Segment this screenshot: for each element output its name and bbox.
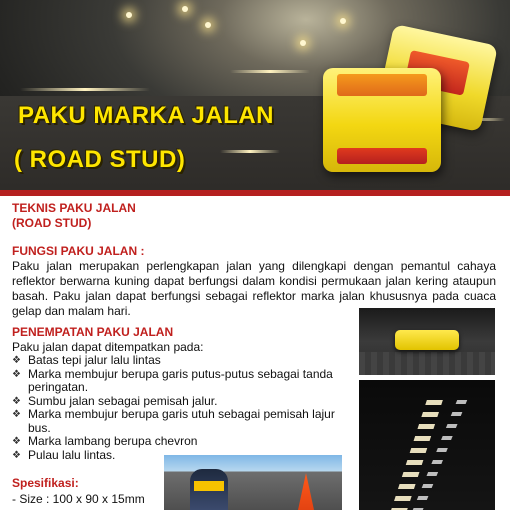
teknis-title: TEKNIS PAKU JALAN [12,201,136,215]
light-trail [230,70,310,73]
diamond-bullet-icon: ❖ [12,355,21,366]
hero-banner [0,0,510,196]
photo-installation-worker [164,455,342,510]
street-lamp [300,40,306,46]
list-item: ❖ Marka lambang berupa chevron [12,434,198,448]
diamond-bullet-icon: ❖ [12,436,21,447]
list-item: ❖ Marka membujur berupa garis putus-putus sebagai tanda peringatan. [12,366,333,394]
street-lamp [340,18,346,24]
list-item: ❖ Marka membujur berupa garis utuh sebagai pemisah lajur bus. [12,407,335,435]
list-item: ❖ Pulau lalu lintas. [12,447,116,462]
hero-title: PAKU MARKA JALAN [18,102,274,129]
street-lamp [205,22,211,28]
photo-road-stud-on-asphalt [359,308,495,375]
photo-night-road-studs [359,380,495,510]
reflector-icon [337,74,427,96]
penempatan-list [12,354,357,462]
road-stud-image-front [323,68,441,172]
diamond-bullet-icon: ❖ [12,449,21,461]
light-trail [20,88,150,91]
safety-vest [194,481,224,491]
list-item: ❖ Batas tepi jalur lalu lintas [12,353,161,367]
light-trail [220,150,280,153]
traffic-cone-icon [298,473,314,510]
road-stud-icon [395,330,459,350]
diamond-bullet-icon: ❖ [12,409,21,420]
spesifikasi-title: Spesifikasi: [12,476,79,490]
asphalt-texture [359,352,495,375]
list-item: ❖ Sumbu jalan sebagai pemisah jalur. [12,393,218,408]
diamond-bullet-icon: ❖ [12,368,21,380]
teknis-subtitle: (ROAD STUD) [12,216,92,230]
fungsi-title: FUNGSI PAKU JALAN : [12,244,145,258]
divider-bar [0,190,510,196]
penempatan-title: PENEMPATAN PAKU JALAN [12,325,174,339]
diamond-bullet-icon: ❖ [12,395,21,407]
reflector-icon [337,148,427,164]
penempatan-intro: Paku jalan dapat ditempatkan pada: [12,340,204,354]
hero-subtitle: ( ROAD STUD) [14,146,186,173]
spesifikasi-size: - Size : 100 x 90 x 15mm [12,492,145,506]
fungsi-paragraph: Paku jalan merupakan perlengkapan jalan yang dilengkapi dengan pemantul cahaya reflektor berwarna kuning dapat berfungsi dalam kondisi permukaan jalan kering ataupun basah. Paku jalan dapat berfungsi sebagai reflektor marka jalan khususnya pada cuaca gelap dan malam hari. [12,259,496,318]
street-lamp [182,6,188,12]
street-lamp [126,12,132,18]
